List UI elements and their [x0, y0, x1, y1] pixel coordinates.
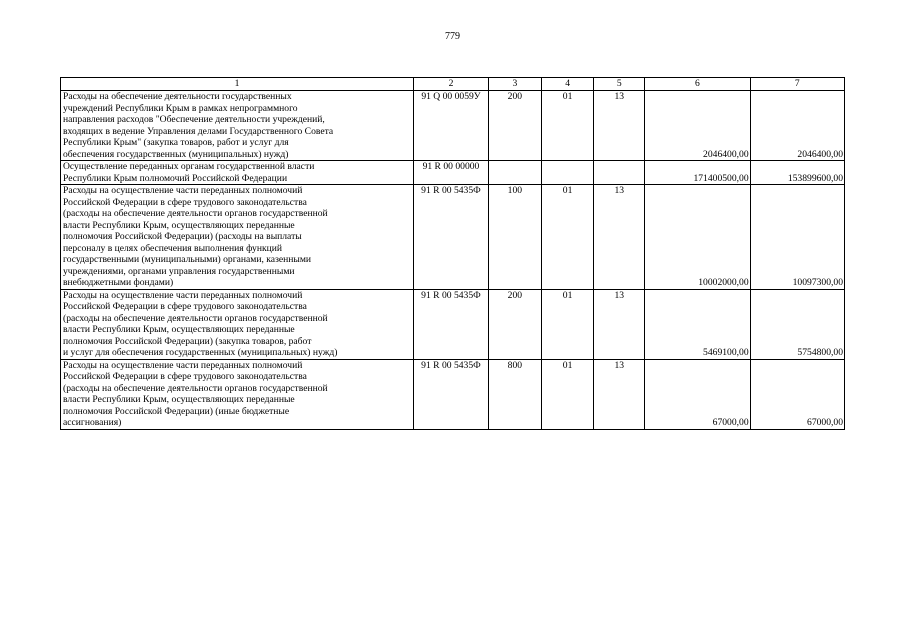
section-code: 01: [541, 91, 594, 161]
page-number: 779: [445, 31, 460, 42]
column-header-7: 7: [750, 78, 844, 91]
column-header-5: 5: [594, 78, 645, 91]
column-header-1: 1: [61, 78, 414, 91]
description-line: персоналу в целях обеспечения выполнения функций: [63, 242, 283, 254]
row-description: [61, 161, 414, 185]
amount-year-1: 10002000,00: [645, 185, 750, 290]
description-line: учреждений Республики Крым в рамках непрограммного: [63, 102, 298, 114]
section-code: 01: [541, 359, 594, 429]
description-line: власти Республики Крым, осуществляющих переданные: [63, 394, 295, 405]
description-line: (расходы на обеспечение деятельности органов государственной: [63, 312, 328, 324]
table-row: [61, 161, 845, 185]
target-article-code: 91 Q 00 0059У: [413, 91, 488, 161]
description-line: Российской Федерации в сфере трудового законодательства: [63, 196, 307, 208]
description-line: власти Республики Крым, осуществляющих переданные: [63, 219, 295, 231]
description-line: входящих в ведение Управления делами Государственного Совета: [63, 125, 334, 137]
description-line: учреждениями, органами управления государственными: [63, 265, 295, 277]
amount-year-2: 2046400,00: [750, 91, 844, 161]
target-article-code: 91 R 00 5435Ф: [413, 359, 488, 429]
table-row: [61, 185, 845, 290]
description-line: Осуществление переданных органам государственной власти: [63, 161, 315, 172]
description-line: (расходы на обеспечение деятельности органов государственной: [63, 208, 328, 219]
table-row: [61, 289, 845, 359]
section-code: 01: [541, 185, 594, 290]
row-description: [61, 359, 414, 429]
expense-type-code: 800: [488, 359, 541, 429]
description-line: Расходы на обеспечение деятельности государственных: [63, 91, 292, 102]
description-line: ассигнования): [63, 417, 122, 428]
row-description: [61, 91, 414, 161]
amount-year-2: 153899600,00: [750, 161, 844, 185]
amount-year-1: 171400500,00: [645, 161, 750, 185]
expense-type-code: 200: [488, 289, 541, 359]
description-line: Расходы на осуществление части переданных полномочий: [63, 289, 303, 301]
table-row: [61, 359, 845, 429]
column-header-6: 6: [645, 78, 750, 91]
description-line: (расходы на обеспечение деятельности органов государственной: [63, 382, 328, 394]
budget-table: [60, 77, 845, 430]
amount-year-2: 10097300,00: [750, 185, 844, 290]
subsection-code: [594, 161, 645, 185]
target-article-code: 91 R 00 00000: [413, 161, 488, 185]
amount-year-1: 2046400,00: [645, 91, 750, 161]
row-description: [61, 289, 414, 359]
table-header-row: [61, 78, 845, 91]
description-line: полномочия Российской Федерации) (расходы на выплаты: [63, 231, 302, 242]
description-line: Республики Крым" (закупка товаров, работ и услуг для: [63, 137, 289, 148]
amount-year-1: 67000,00: [645, 359, 750, 429]
row-description: [61, 185, 414, 290]
subsection-code: 13: [594, 359, 645, 429]
description-line: власти Республики Крым, осуществляющих переданные: [63, 324, 295, 335]
column-header-4: 4: [541, 78, 594, 91]
expense-type-code: 200: [488, 91, 541, 161]
amount-year-1: 5469100,00: [645, 289, 750, 359]
section-code: 01: [541, 289, 594, 359]
column-header-2: 2: [413, 78, 488, 91]
expense-type-code: 100: [488, 185, 541, 290]
description-line: Российской Федерации в сфере трудового законодательства: [63, 301, 307, 312]
section-code: [541, 161, 594, 185]
table-row: [61, 91, 845, 161]
target-article-code: 91 R 00 5435Ф: [413, 289, 488, 359]
description-line: Российской Федерации в сфере трудового законодательства: [63, 371, 307, 382]
description-line: внебюджетными фондами): [63, 277, 174, 288]
description-line: и услуг для обеспечения государственных (муниципальных) нужд): [63, 347, 338, 358]
description-line: полномочия Российской Федерации) (иные бюджетные: [63, 405, 290, 417]
amount-year-2: 5754800,00: [750, 289, 844, 359]
description-line: полномочия Российской Федерации) (закупка товаров, работ: [63, 335, 312, 347]
description-line: Республики Крым полномочий Российской Федерации: [63, 172, 288, 184]
description-line: обеспечения государственных (муниципальных) нужд): [63, 148, 289, 160]
expense-type-code: [488, 161, 541, 185]
subsection-code: 13: [594, 289, 645, 359]
column-header-3: 3: [488, 78, 541, 91]
description-line: направления расходов "Обеспечение деятельности учреждений,: [63, 114, 325, 125]
subsection-code: 13: [594, 185, 645, 290]
description-line: Расходы на осуществление части переданных полномочий: [63, 185, 303, 196]
description-line: государственными (муниципальными) органами, казенными: [63, 254, 312, 265]
description-line: Расходы на осуществление части переданных полномочий: [63, 359, 303, 371]
amount-year-2: 67000,00: [750, 359, 844, 429]
subsection-code: 13: [594, 91, 645, 161]
target-article-code: 91 R 00 5435Ф: [413, 185, 488, 290]
